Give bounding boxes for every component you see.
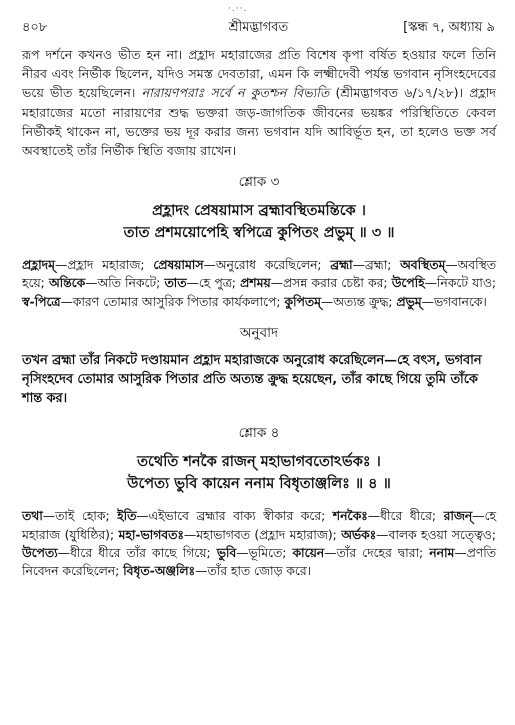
word-meaning: —প্রসন্ন করার চেষ্টা কর; — [270, 276, 392, 291]
word-meaning: —তাঁর দেহের দ্বারা; — [324, 545, 430, 560]
word-term: তাত — [164, 276, 187, 291]
word-term: কুপিতম্ — [284, 294, 321, 309]
word-meaning: —প্রহ্লাদ মহারাজ; — [54, 258, 154, 273]
word-meaning: —ধীরে ধীরে; — [367, 509, 444, 524]
word-meaning: —প্রণতি নিবেদন করেছিলেন; — [22, 545, 496, 579]
word-term: প্রেষয়ামাস — [153, 258, 204, 273]
word-term: অর্ভকঃ — [341, 527, 377, 542]
page-header — [22, 18, 495, 36]
word-term: বিধৃত-অঞ্জলিঃ — [123, 564, 196, 579]
page-body — [22, 45, 496, 580]
verse-4-line-2: উপেত্য ভুবি কায়েন ননাম বিধৃতাঞ্জলিঃ ॥ ৪ ॥ — [127, 476, 391, 493]
word-term: অন্তিকে — [48, 276, 86, 291]
word-term: শনকৈঃ — [332, 509, 368, 524]
verse-3-line-2: তাত প্রশময়োপেহি স্বপিত্রে কুপিতং প্রভুম্ ॥ ৩ ॥ — [123, 225, 395, 242]
word-term: অবস্থিতম্ — [400, 258, 446, 273]
purport-text-1: রূপ দর্শনে কখনও ভীত হন না। প্রহ্লাদ মহারাজের প্রতি বিশেষ কৃপা বর্ষিত হওয়ার ফলে তিনি নীরব এবং নির্ভীক ছিলেন, যদিও সমস্ত দেবতারা, এমন কি লক্ষ্মীদেবী পর্যন্ত ভগবান নৃসিংহদেবের ভয়ে ভীত হয়েছিলেন। — [22, 47, 496, 101]
word-meaning: —ধীরে ধীরে তাঁর কাছে গিয়ে; — [57, 545, 217, 560]
word-term: উপেত্য — [22, 545, 58, 560]
word-term: প্রভুম্ — [396, 294, 422, 309]
chapter-reference: [স্কন্ধ ৭, অধ্যায় ৯ — [403, 20, 495, 35]
word-meaning: —ব্রহ্মা; — [352, 258, 401, 273]
word-meaning: —ভূমিতে; — [236, 545, 293, 560]
word-meaning: —অনুরোধ করেছিলেন; — [203, 258, 331, 273]
word-meaning: —নিকটে যাও; — [424, 276, 497, 291]
page-number: ৪০৮ — [22, 20, 48, 35]
word-term: তথা — [22, 509, 43, 524]
print-specks: ·.··. — [228, 4, 248, 14]
verse-4-line-1: তথেতি শনকৈ রাজন্ মহাভাগবতোঽর্ভকঃ । — [137, 454, 381, 471]
word-term: ইতি — [117, 509, 137, 524]
purport-text-2: (শ্রীমদ্ভাগবত ৬/১৭/২৮)। প্রহ্লাদ মহারাজের মতো নারায়ণের শুদ্ধ ভক্তরা জড়-জাগতিক জীবনের ভয়ঙ্কর পরিস্থিতিতে কেবল নির্ভীকই থাকেন না, ভক্তের ভয় দূর করার জন্য ভগবান যদি আবির্ভূত হন, তা হলেও ভক্ত সর্ব অবস্থাতেই তাঁর নির্ভীক স্থিতি বজায় রাখেন। — [22, 85, 496, 159]
word-term: মহা-ভাগবতঃ — [118, 527, 184, 542]
word-meaning: —অত্যন্ত ক্রুদ্ধ; — [320, 294, 397, 309]
word-meaning: —হে মহারাজ (যুধিষ্ঠির); — [22, 509, 496, 542]
translation-heading: অনুবাদ — [239, 324, 279, 341]
word-term: ননাম — [429, 545, 455, 560]
word-term: ভুবি — [216, 545, 237, 560]
purport-quote: নারায়ণপরাঃ সর্বে ন কুতশ্চন বিভ্যতি — [141, 85, 330, 101]
word-meaning: —এইভাবে ব্রহ্মার বাক্য স্বীকার করে; — [136, 509, 333, 524]
verse-3-line-1: প্রহ্লাদং প্রেষয়ামাস ব্রহ্মাবস্থিতমন্তিকে । — [152, 203, 366, 220]
verse-4-heading: শ্লোক ৪ — [238, 425, 280, 442]
word-term: উপেহি — [391, 276, 425, 291]
word-term: ব্রহ্মা — [330, 258, 353, 273]
word-term: প্রহ্লাদম্ — [22, 258, 55, 273]
word-term: স্ব-পিত্রে — [22, 294, 61, 309]
purport-paragraph — [22, 45, 496, 160]
word-term: রাজন্ — [443, 509, 473, 524]
verse-3-word-meanings — [22, 256, 496, 311]
book-title: শ্রীমদ্ভাগবত — [228, 20, 289, 35]
word-meaning: —কারণ তোমার আসুরিক পিতার কার্যকলাপে; — [60, 294, 285, 309]
word-meaning: —হে পুত্র; — [186, 276, 241, 291]
word-meaning: —অতি নিকটে; — [85, 276, 165, 291]
word-meaning: —অবস্থিত হয়ে; — [22, 258, 497, 291]
word-meaning: —তাঁর হাত জোড় করে। — [195, 564, 311, 579]
verse-3-translation: তখন ব্রহ্মা তাঁর নিকটে দণ্ডায়মান প্রহ্লাদ মহারাজকে অনুরোধ করেছিলেন—হে বৎস, ভগবান নৃসিংহদেব তোমার আসুরিক পিতার প্রতি অত্যন্ত ক্রুদ্ধ হয়েছেন, তাঁর কাছে গিয়ে তুমি তাঁকে শান্ত কর। — [22, 352, 482, 407]
verse-4-word-meanings — [22, 507, 496, 580]
word-term: কায়েন — [292, 545, 325, 560]
word-meaning: —তাই হোক; — [42, 509, 118, 524]
word-meaning: —ভগবানকে। — [421, 294, 487, 309]
word-meaning: —মহাভাগবত (প্রহ্লাদ মহারাজ); — [183, 527, 342, 542]
verse-3-heading: শ্লোক ৩ — [238, 174, 280, 191]
word-term: প্রশময় — [240, 276, 271, 291]
word-meaning: —বালক হওয়া সত্ত্বেও; — [376, 527, 497, 542]
